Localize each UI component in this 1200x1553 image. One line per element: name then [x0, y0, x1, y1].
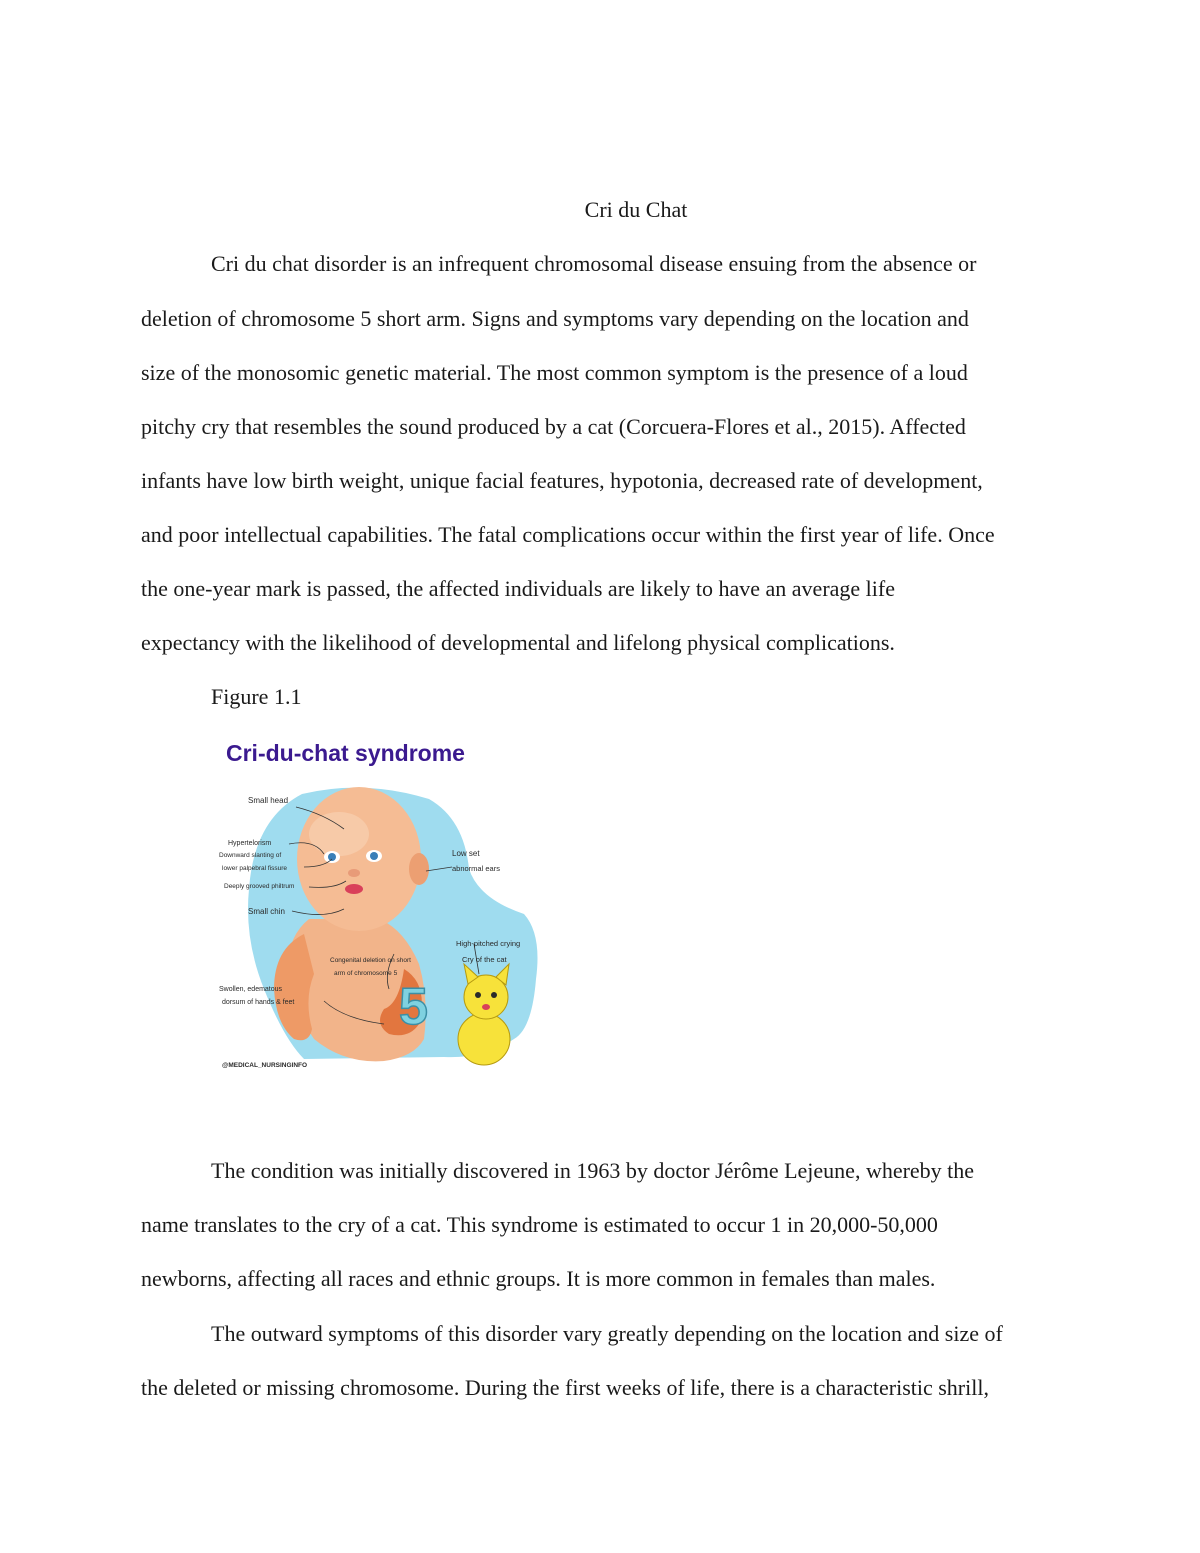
label-small-head: Small head [248, 796, 289, 805]
figure-watermark: @MEDICAL_NURSINGINFO [222, 1062, 308, 1069]
paragraph-line: Cri du chat disorder is an infrequent chromosomal disease ensuing from the absence or [211, 251, 977, 276]
label-philtrum: Deeply grooved philtrum [224, 883, 295, 890]
label-swollen-1: Swollen, edematous [219, 986, 283, 993]
label-low-set-2: abnormal ears [452, 864, 500, 873]
figure-heading: Cri-du-chat syndrome [226, 740, 465, 766]
paragraph-line: newborns, affecting all races and ethnic groups. It is more common in females than males. [141, 1266, 936, 1291]
label-low-set-1: Low set [452, 849, 480, 858]
paragraph-line: deletion of chromosome 5 short arm. Signs and symptoms vary depending on the location and [141, 306, 969, 331]
baby-ear-shape [409, 853, 429, 885]
paragraph-line: pitchy cry that resembles the sound produced by a cat (Corcuera-Flores et al., 2015). Affected [141, 414, 966, 439]
label-small-chin: Small chin [248, 907, 285, 916]
figure-label: Figure 1.1 [211, 684, 302, 709]
baby-mouth-shape [345, 884, 363, 894]
paragraph-line: infants have low birth weight, unique facial features, hypotonia, decreased rate of development, [141, 468, 983, 493]
label-high-pitched-1: High-pitched crying [456, 939, 521, 948]
label-deletion-2: arm of chromosome 5 [334, 970, 398, 977]
chromosome-number: 5 [399, 978, 428, 1036]
label-deletion-1: Congenital deletion on short [330, 957, 411, 964]
label-downward-2: lower palpebral fissure [222, 865, 288, 872]
figure-image [214, 739, 544, 1071]
paragraph-line: The outward symptoms of this disorder vary greatly depending on the location and size of [211, 1321, 1003, 1346]
paragraph-line: the deleted or missing chromosome. During the first weeks of life, there is a characteristic shrill, [141, 1375, 989, 1400]
paragraph-line: size of the monosomic genetic material. The most common symptom is the presence of a loud [141, 360, 968, 385]
paragraph-line: name translates to the cry of a cat. This syndrome is estimated to occur 1 in 20,000-50,000 [141, 1212, 938, 1237]
paragraph-line: and poor intellectual capabilities. The fatal complications occur within the first year of life. Once [141, 522, 995, 547]
label-downward-1: Downward slanting of [219, 852, 282, 859]
label-hypertelorism: Hypertelorism [228, 840, 272, 847]
document-title: Cri du Chat [584, 197, 688, 222]
label-high-pitched-2: Cry of the cat [462, 955, 507, 964]
paragraph-line: the one-year mark is passed, the affected individuals are likely to have an average life [141, 576, 895, 601]
paragraph-line: expectancy with the likelihood of developmental and lifelong physical complications. [141, 630, 895, 655]
baby-head-shape [297, 787, 421, 931]
paragraph-line: The condition was initially discovered in 1963 by doctor Jérôme Lejeune, whereby the [211, 1158, 975, 1183]
label-swollen-2: dorsum of hands & feet [222, 999, 295, 1006]
